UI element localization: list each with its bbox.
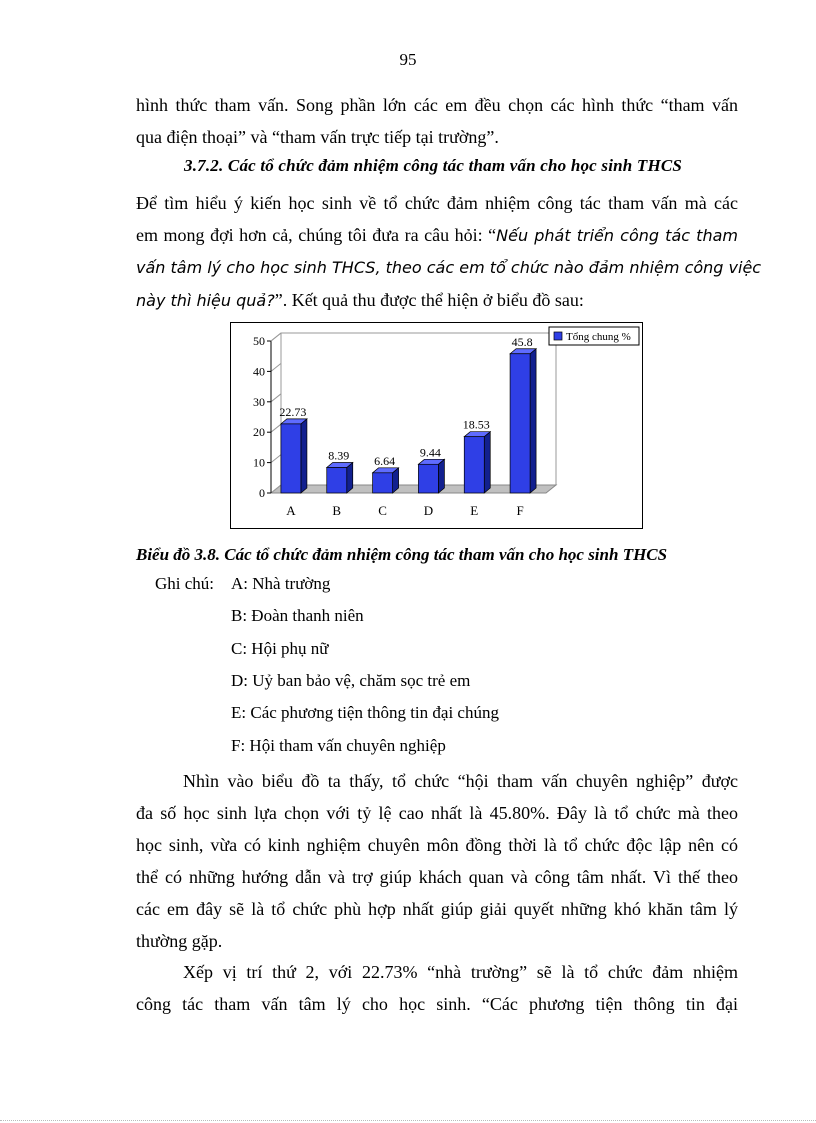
- y-tick-label: 40: [253, 364, 265, 379]
- x-tick-label: B: [332, 503, 342, 518]
- y-gridline-side: [271, 424, 281, 432]
- paragraph-line: qua điện thoại” và “tham vấn trực tiếp tại trường”.: [136, 127, 499, 147]
- note-item-b: B: Đoàn thanh niên: [231, 606, 364, 625]
- y-tick-label: 30: [253, 394, 265, 409]
- legend-swatch: [554, 332, 562, 340]
- data-label: 9.44: [419, 445, 441, 460]
- y-tick-label: 10: [253, 455, 265, 470]
- plain-text: ”. Kết quả thu được thể hiện ở biểu đồ sau:: [274, 290, 584, 310]
- note-item-c: C: Hội phụ nữ: [231, 639, 329, 658]
- bar: [510, 354, 530, 493]
- bar: [373, 473, 393, 493]
- paragraph-line: Để tìm hiểu ý kiến học sinh về tổ chức đảm nhiệm công tác tham vấn mà các: [136, 193, 738, 213]
- bar: [418, 464, 438, 493]
- paragraph-line: thể có những hướng dẫn và trợ giúp khách quan và công tâm nhất. Vì thế theo: [136, 867, 738, 887]
- data-label: 18.53: [462, 417, 490, 432]
- data-label: 22.73: [279, 404, 307, 419]
- analysis-paragraph-1: [136, 765, 738, 957]
- figure-caption: Biểu đồ 3.8. Các tổ chức đảm nhiệm công tác tham vấn cho học sinh THCS: [136, 545, 668, 564]
- top-paragraph: [136, 89, 738, 153]
- paragraph-line: công tác tham vấn tâm lý cho học sinh. “Các phương tiện thông tin đại: [136, 994, 738, 1014]
- paragraph-line: hình thức tham vấn. Song phần lớn các em đều chọn các hình thức “tham vấn: [136, 95, 738, 115]
- chart-wall-edge: [271, 333, 281, 341]
- italic-question-line: vấn tâm lý cho học sinh THCS, theo các em tổ chức nào đảm nhiệm công việc: [136, 258, 762, 277]
- paragraph-line: các em đây sẽ là tổ chức phù hợp nhất giúp giải quyết những khó khăn tâm lý: [136, 899, 738, 919]
- notes-title: Ghi chú:: [155, 574, 215, 593]
- note-item-d: D: Uỷ ban bảo vệ, chăm sọc trẻ em: [231, 671, 471, 690]
- paragraph-line: Xếp vị trí thứ 2, với 22.73% “nhà trường” sẽ là tổ chức đảm nhiệm: [183, 962, 738, 982]
- y-tick-label: 50: [253, 334, 265, 348]
- paragraph-line: [136, 284, 738, 317]
- paragraph-line: học sinh, vừa có kinh nghiệm chuyên môn đồng thời là tổ chức độc lập nên có: [136, 835, 738, 855]
- bar: [327, 467, 347, 493]
- italic-question-text: Nếu phát triển công tác tham: [496, 226, 738, 245]
- bar-side: [484, 432, 490, 493]
- note-item-f: F: Hội tham vấn chuyên nghiệp: [231, 736, 446, 755]
- data-label: 6.64: [374, 453, 396, 468]
- x-tick-label: C: [378, 503, 387, 518]
- bar-side: [530, 349, 536, 493]
- paragraph-line: đa số học sinh lựa chọn với tỷ lệ cao nhất là 45.80%. Đây là tổ chức mà theo: [136, 803, 738, 823]
- bar: [464, 437, 484, 493]
- page-bottom-rule: [0, 1120, 816, 1121]
- note-item-e: E: Các phương tiện thông tin đại chúng: [231, 703, 499, 722]
- x-tick-label: F: [516, 503, 524, 518]
- y-gridline-side: [271, 363, 281, 371]
- bar: [281, 424, 301, 493]
- x-tick-label: E: [470, 503, 479, 518]
- y-gridline-side: [271, 394, 281, 402]
- page-number: 95: [399, 50, 417, 69]
- data-label: 45.8: [511, 334, 533, 349]
- y-gridline-side: [271, 455, 281, 463]
- paragraph-line: Nhìn vào biểu đồ ta thấy, tổ chức “hội tham vấn chuyên nghiệp” được: [183, 771, 738, 791]
- data-label: 8.39: [328, 448, 350, 463]
- section-heading: 3.7.2. Các tổ chức đảm nhiệm công tác tham vấn cho học sinh THCS: [184, 156, 683, 175]
- bar-side: [438, 459, 444, 493]
- bar-side: [301, 419, 307, 493]
- y-tick-label: 0: [259, 486, 265, 500]
- paragraph-line: [136, 219, 738, 252]
- note-item-a: A: Nhà trường: [231, 574, 331, 593]
- italic-question-text: này thì hiệu quả?: [136, 291, 275, 310]
- analysis-paragraph-2: [136, 956, 738, 1020]
- plain-text: em mong đợi hơn cả, chúng tôi đưa ra câu hỏi: “: [136, 225, 497, 245]
- chart-canvas: [231, 323, 642, 528]
- intro-paragraph: [136, 187, 762, 317]
- bar-chart: [230, 322, 643, 529]
- legend-label: Tổng chung %: [566, 331, 631, 343]
- y-tick-label: 20: [253, 425, 265, 440]
- x-tick-label: A: [286, 503, 296, 518]
- paragraph-line: thường gặp.: [136, 931, 223, 951]
- x-tick-label: D: [423, 503, 434, 518]
